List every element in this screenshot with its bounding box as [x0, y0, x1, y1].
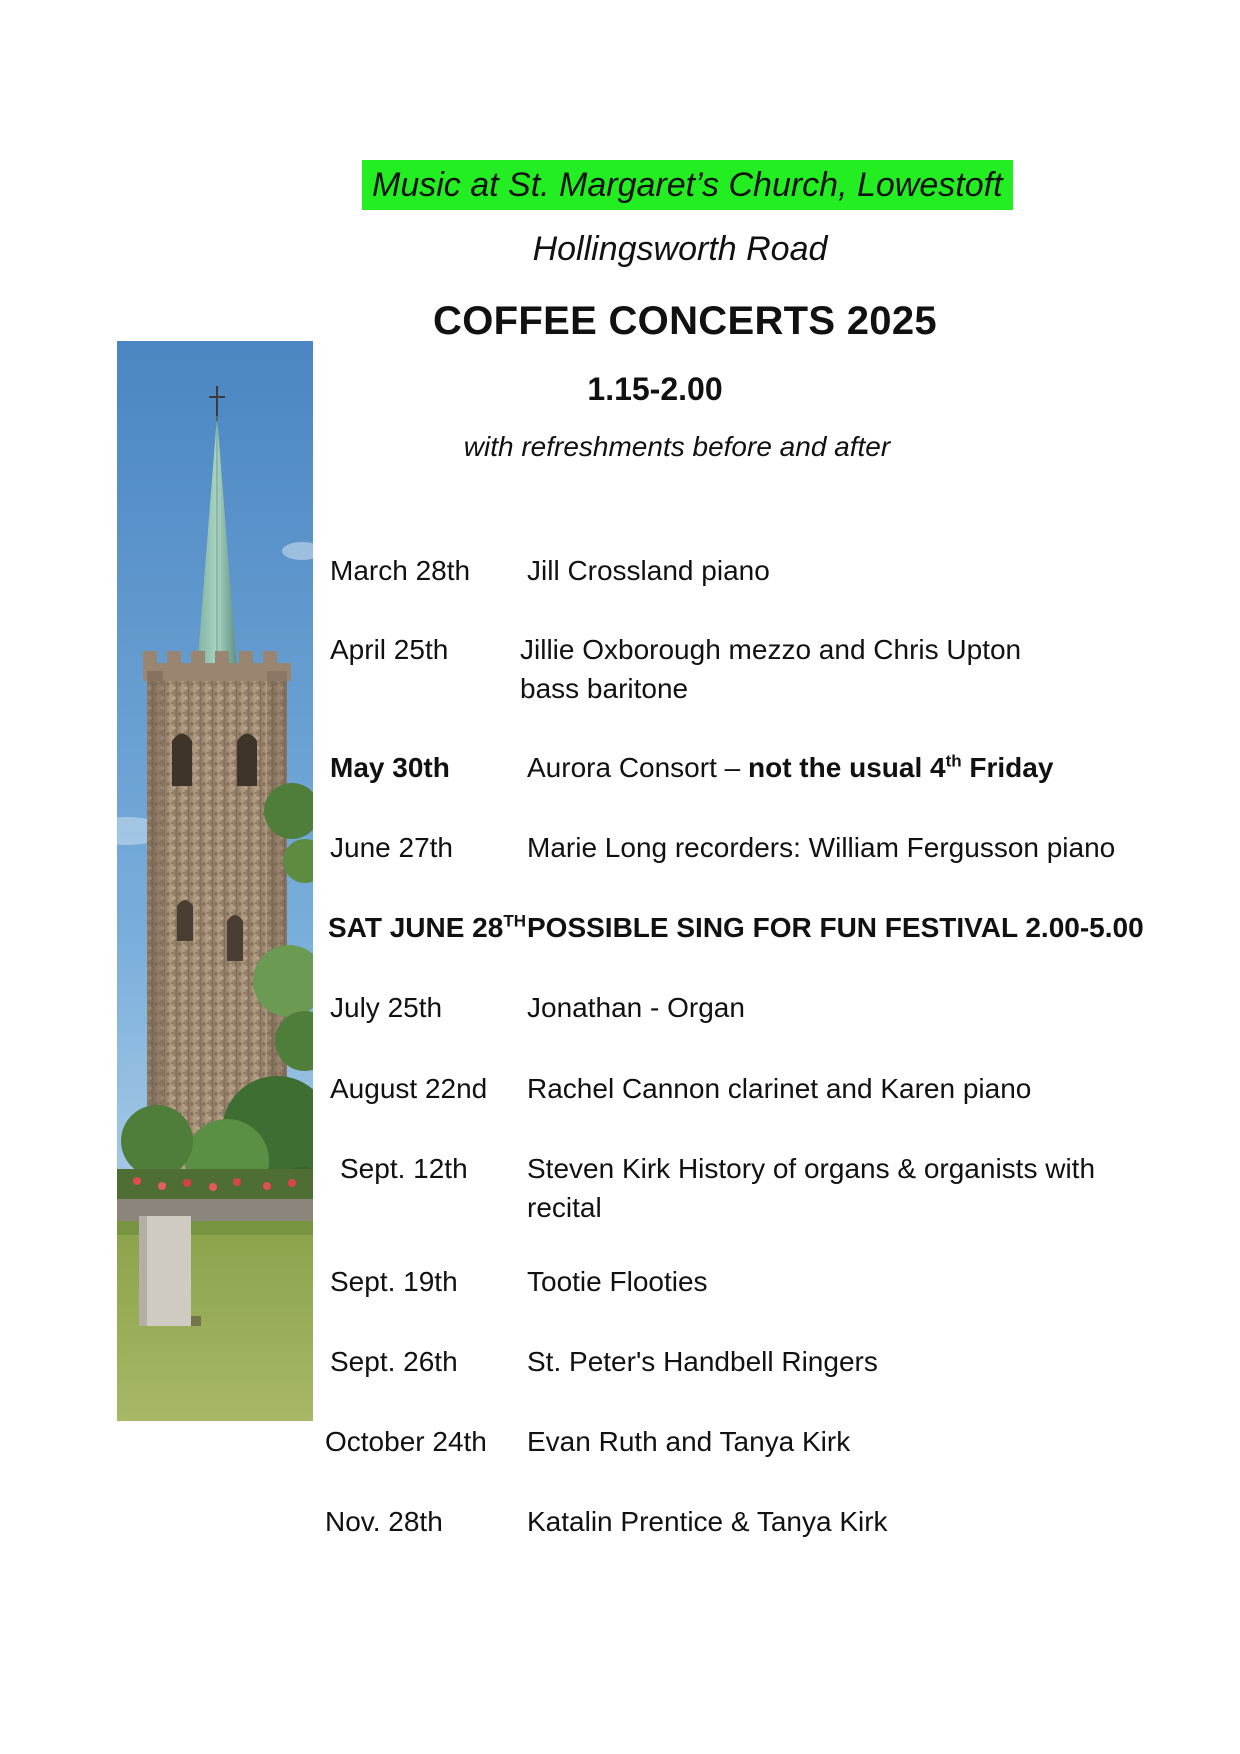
concert-performer: Jonathan - Organ — [527, 992, 745, 1023]
concert-performer: Rachel Cannon clarinet and Karen piano — [527, 1073, 1032, 1104]
concert-performer — [520, 630, 1130, 708]
concert-performer-line1: Steven Kirk History of organs & organists with — [527, 1153, 1096, 1184]
concert-date-sup: TH — [503, 911, 526, 931]
concert-performer: Katalin Prentice & Tanya Kirk — [527, 1506, 888, 1537]
venue-road: Hollingsworth Road — [532, 230, 828, 268]
concert-performer: St. Peter's Handbell Ringers — [527, 1346, 878, 1377]
concert-date: Sept. 26th — [330, 1346, 458, 1377]
concert-date: May 30th — [330, 752, 450, 783]
concert-performer-line2: recital — [527, 1192, 602, 1223]
concert-date: Sept. 12th — [340, 1153, 468, 1184]
concert-date: March 28th — [330, 555, 471, 586]
concert-performer: Evan Ruth and Tanya Kirk — [527, 1426, 851, 1457]
concert-date: June 27th — [330, 832, 453, 863]
concert-date: Nov. 28th — [325, 1506, 443, 1537]
concert-date: October 24th — [325, 1426, 487, 1457]
concert-performer: Tootie Flooties — [527, 1266, 708, 1297]
concert-performer-line1: Jillie Oxborough mezzo and Chris Upton — [520, 634, 1022, 665]
concert-date: April 25th — [330, 634, 449, 665]
concert-performer: POSSIBLE SING FOR FUN FESTIVAL 2.00-5.00 — [527, 912, 1144, 943]
concert-date: Sept. 19th — [330, 1266, 458, 1297]
concert-note — [748, 752, 1053, 783]
concert-performer-text: Aurora Consort – — [527, 752, 748, 783]
concert-performer — [527, 1149, 1137, 1227]
concert-performer — [527, 748, 1137, 787]
concert-performer: Jill Crossland piano — [527, 555, 770, 586]
refreshments-note: with refreshments before and after — [463, 431, 891, 462]
concert-date — [328, 908, 526, 947]
concert-note-sup: th — [945, 751, 962, 771]
concert-performer-line2: bass baritone — [520, 673, 689, 704]
concert-performer: Marie Long recorders: William Fergusson piano — [527, 832, 1116, 863]
concert-date: August 22nd — [330, 1073, 488, 1104]
concert-date-text: SAT JUNE 28 — [328, 912, 504, 943]
concert-note-text: not the usual 4 — [748, 752, 946, 783]
concert-time: 1.15-2.00 — [587, 371, 723, 407]
venue-heading: Music at St. Margaret’s Church, Lowestoft — [362, 160, 1013, 210]
page-title: COFFEE CONCERTS 2025 — [433, 299, 937, 343]
concert-note-text-post: Friday — [961, 752, 1054, 783]
concert-date: July 25th — [330, 992, 443, 1023]
